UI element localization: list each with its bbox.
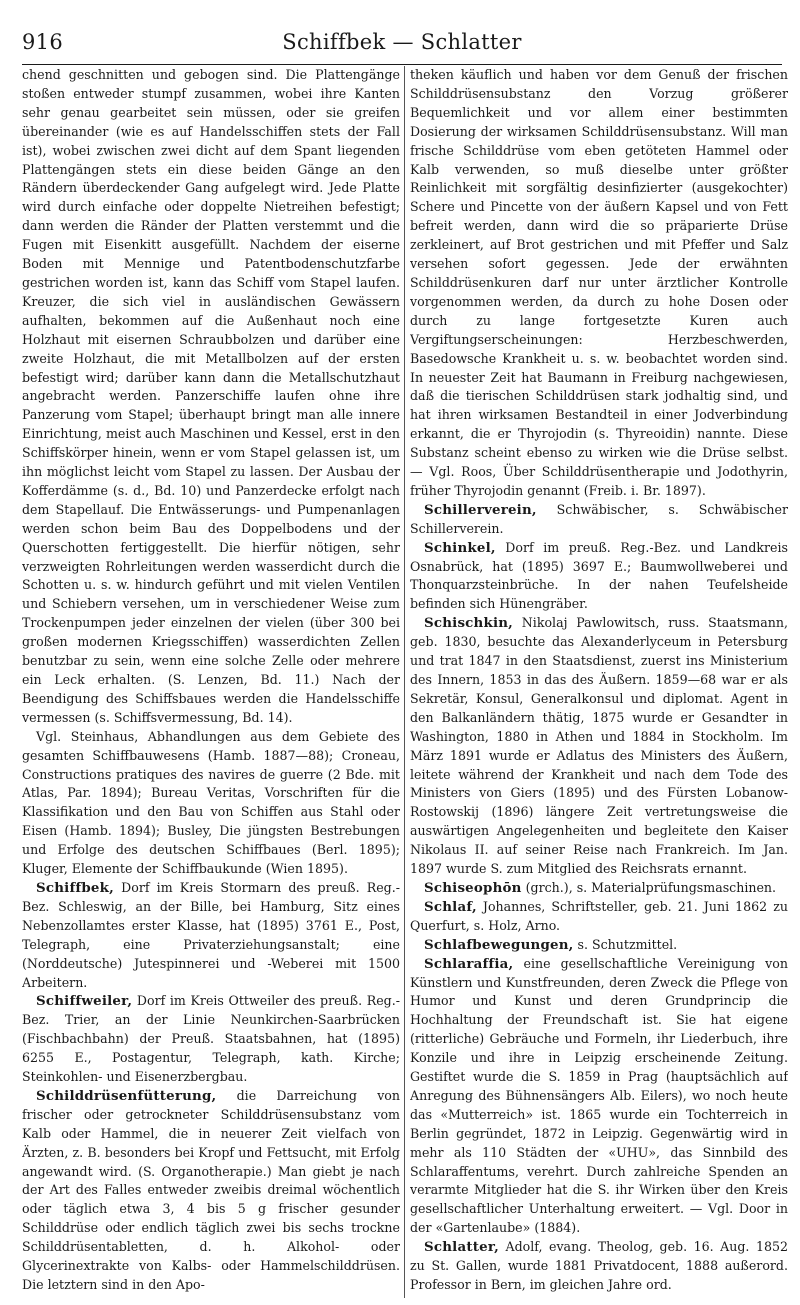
dictionary-entry — [410, 539, 788, 615]
paragraph — [410, 66, 788, 501]
entry-text: Dorf im preuß. Reg.-Bez. und Landkreis Osnabrück, hat (1895) 3697 E.; Baumwollweberei und Thonquarzsteinbrüche. In der nahen Teufelsheide befinden sich Hünengräber. — [410, 539, 788, 612]
left-column — [22, 66, 400, 1298]
page-header — [22, 30, 782, 64]
header-rule — [22, 64, 782, 65]
entry-headword: Schlaraffia, — [424, 955, 514, 972]
column-divider — [404, 66, 405, 1298]
page-number: 916 — [22, 30, 63, 54]
right-column — [410, 66, 788, 1298]
entry-text: theken käuflich und haben vor dem Genuß der frischen Schilddrüsensubstanz den Vorzug größerer Bequemlichkeit und vor allem einer bestimmten Dosierung der wirksamen Schilddrüsensubstanz. Will man frische Schilddrüse vom eben getöteten Hammel oder Kalb verwenden, so muß dieselbe unter größter Reinlichkeit mit sorgfältig desinfizierter (ausgekochter) Schere und Pincette von der äußern Kapsel und von Fett befreit werden, dann wird die so präparierte Drüse zerkleinert, auf Brot gestrichen und mit Pfeffer und Salz versehen sofort gegessen. Jede der erwähnten Schilddrüsenkuren darf nur unter ärztlicher Kontrolle vorgenommen werden, da durch zu hohe Dosen oder durch zu lange fortgesetzte Kuren auch Vergiftungserscheinungen: Herzbeschwerden, Basedowsche Krankheit u. s. w. beobachtet worden sind. In neuester Zeit hat Baumann in Freiburg nachgewiesen, daß die tierischen Schilddrüsen stark jodhaltig sind, und hat ihren wirksamen Bestandteil in einer Jodverbindung erkannt, die er Thyrojodin (s. Thyreoidin) nannte. Diese Substanz scheint ebenso zu wirken wie die Drüse selbst. — Vgl. Roos, Über Schilddrüsentherapie und Jodothyrin, früher Thyrojodin genannt (Freib. i. Br. 1897). — [410, 67, 788, 498]
entry-headword: Schlatter, — [424, 1239, 499, 1256]
running-title: Schiffbek — Schlatter — [282, 30, 522, 54]
bibliography-paragraph — [22, 728, 400, 879]
entry-headword: Schiffbek, — [36, 879, 114, 896]
dictionary-entry — [22, 879, 400, 992]
entry-text: Johannes, Schriftsteller, geb. 21. Juni 1862 zu Querfurt, s. Holz, Arno. — [410, 898, 788, 933]
entry-text: eine gesellschaftliche Vereinigung von Künstlern und Kunstfreunden, deren Zweck die Pflege von Humor und Kunst und deren Grundprincip die Hochhaltung der Freundschaft ist. Sie hat eigene (ritterliche) Gebräuche und Formeln, ihr Liederbuch, ihre Konzile und ihre in Leipzig erscheinende Zeitung. Gestiftet wurde die S. 1859 in Prag (hauptsächlich auf Anregung des Bühnensängers Alb. Eilers), wo noch heute das «Mutterreich» ist. 1865 wurde ein Tochterreich in Berlin gegründet, 1872 in Leipzig. Gegenwärtig wird in mehr als 110 Städten der «UHU», das Sinnbild des Schlaraffentums, verehrt. Durch zahlreiche Spenden an verarmte Mitglieder hat die S. ihr Wirken über den Kreis gesellschaftlicher Unterhaltung erweitert. — Vgl. Door in der «Gartenlaube» (1884). — [410, 955, 788, 1236]
dictionary-entry — [410, 501, 788, 539]
paragraph — [22, 66, 400, 728]
dictionary-entry — [410, 936, 788, 955]
entry-text: Nikolaj Pawlowitsch, russ. Staatsmann, geb. 1830, besuchte das Alexanderlyceum in Petersburg und trat 1847 in den Staatsdienst, zuerst ins Ministerium des Innern, 1853 in das des Äußern. 1859—68 war er als Sekretär, Konsul, Generalkonsul und diplomat. Agent in den Balkanländern thätig, 1875 wurde er Gesandter in Washington, 1880 in Athen und 1884 in Stockholm. Im März 1891 wurde er Adlatus des Ministers des Äußern, leitete während der Krankheit und nach dem Tode des Ministers von Giers (1895) und des Fürsten Lobanow-Rostowskij (1896) längere Zeit vertretungsweise die auswärtigen Angelegenheiten und begleitete den Kaiser Nikolaus II. auf seiner Reise nach Frankreich. Im Jan. 1897 wurde S. zum Mitglied des Reichsrats ernannt. — [410, 615, 788, 877]
dictionary-entry — [410, 898, 788, 936]
entry-headword: Schilddrüsenfütterung, — [36, 1087, 217, 1104]
entry-text: Adolf, evang. Theolog, geb. 16. Aug. 1852 zu St. Gallen, wurde 1881 Privatdocent, 1888 außerord. Professor in Bern, im gleichen Jahre ord. — [410, 1239, 788, 1292]
entry-headword: Schinkel, — [424, 539, 496, 556]
entry-headword: Schiffweiler, — [36, 993, 133, 1010]
entry-headword: Schillerverein, — [424, 501, 537, 518]
entry-text: chend geschnitten und gebogen sind. Die Plattengänge stoßen entweder stumpf zusammen, wobei ihre Kanten sehr genau gearbeitet sein müssen, oder sie greifen übereinander (wie es auf Handelsschiffen stets der Fall ist), wobei zwischen zwei dicht auf dem Spant liegenden Plattengängen stets ein diese beiden Gänge an den Rändern überdeckender Gang aufgelegt wird. Jede Platte wird durch einfache oder doppelte Nietreihen befestigt; dann werden die Ränder der Platten verstemmt und die Fugen mit Eisenkitt ausgefüllt. Nachdem der eiserne Boden mit Mennige und Patentbodenschutzfarbe gestrichen worden ist, kann das Schiff vom Stapel laufen. Kreuzer, die sich viel in ausländischen Gewässern aufhalten, bekommen auf die Außenhaut noch eine Holzhaut mit eisernen Schraubbolzen und darüber eine zweite Holzhaut, die mit Metallbolzen auf der ersten befestigt wird; darüber kann dann die Metallschutzhaut angebracht werden. Panzerschiffe laufen ohne ihre Panzerung vom Stapel; überhaupt bringt man alle innere Einrichtung, meist auch Maschinen und Kessel, erst in den Schiffskörper hinein, wenn er vom Stapel gelassen ist, um ihn möglichst leicht vom Stapel zu lassen. Der Ausbau der Kofferdämme (s. d., Bd. 10) und Panzerdecke erfolgt nach dem Stapellauf. Die Entwässerungs- und Pumpenanlagen werden schon beim Bau des Doppelbodens und der Querschotten fertiggestellt. Die hierfür nötigen, sehr verzweigten Rohrleitungen werden wasserdicht durch die Schotten u. s. w. hindurch geführt und mit vielen Ventilen und Schiebern versehen, um in verschiedener Weise zum Trockenpumpen jeder einzelnen der vielen (über 300 bei großen modernen Kriegsschiffen) wasserdichten Zellen benutzbar zu sein, wenn eine solche Zelle oder mehrere ein Leck erhalten. (S. Lenzen, Bd. 11.) Nach der Beendigung des Schiffsbaues werden die Handelsschiffe vermessen (s. Schiffsvermessung, Bd. 14). — [22, 67, 400, 725]
dictionary-entry — [22, 992, 400, 1087]
entry-text: (grch.), s. Materialprüfungsmaschinen. — [521, 879, 777, 895]
dictionary-entry — [22, 1087, 400, 1295]
entry-text: Schwäbischer, s. Schwäbischer Schillerverein. — [410, 501, 788, 536]
entry-text: Dorf im Kreis Ottweiler des preuß. Reg.-Bez. Trier, an der Linie Neunkirchen-Saarbrücken (Fischbachbahn) der Preuß. Staatsbahnen, hat (1895) 6255 E., Postagentur, Telegraph, kath. Kirche; Steinkohlen- und Eisenerzbergbau. — [22, 993, 400, 1085]
dictionary-entry — [410, 614, 788, 879]
entry-headword: Schischkin, — [424, 615, 514, 632]
entry-text: Dorf im Kreis Stormarn des preuß. Reg.-Bez. Schleswig, an der Bille, bei Hamburg, Sitz eines Nebenzollamtes erster Klasse, hat (1895) 3761 E., Post, Telegraph, eine Privaterziehungsanstalt; eine (Norddeutsche) Jutespinnerei und -Weberei mit 1500 Arbeitern. — [22, 879, 400, 990]
dictionary-entry — [410, 1238, 788, 1295]
dictionary-entry — [410, 955, 788, 1239]
entry-text: die Darreichung von frischer oder getrockneter Schilddrüsensubstanz vom Kalb oder Hammel, die in neuerer Zeit vielfach von Ärzten, z. B. besonders bei Kropf und Fettsucht, mit Erfolg angewandt wird. (S. Organotherapie.) Man giebt je nach der Art des Falles entweder zweibis dreimal wöchentlich oder täglich etwa 3, 4 bis 5 g frischer gesunder Schilddrüse oder endlich täglich zwei bis sechs trockne Schilddrüsentabletten, d. h. Alkohol- oder Glycerinextrakte von Kalbs- oder Hammelschilddrüsen. Die letztern sind in den Apo- — [22, 1087, 400, 1292]
entry-headword: Schlafbewegungen, — [424, 936, 574, 953]
entry-text: Vgl. Steinhaus, Abhandlungen aus dem Gebiete des gesamten Schiffbauwesens (Hamb. 1887—88); Croneau, Constructions pratiques des navires de guerre (2 Bde. mit Atlas, Par. 1894); Bureau Veritas, Vorschriften für die Klassifikation und den Bau von Schiffen aus Stahl oder Eisen (Hamb. 1894); Busley, Die jüngsten Bestrebungen und Erfolge des deutschen Schiffbaues (Berl. 1895); Kluger, Elemente der Schiffbaukunde (Wien 1895). — [22, 728, 400, 877]
entry-headword: Schlaf, — [424, 898, 477, 915]
dictionary-entry — [410, 879, 788, 898]
entry-headword: Schiseophōn — [424, 879, 522, 896]
entry-text: s. Schutzmittel. — [573, 936, 678, 952]
